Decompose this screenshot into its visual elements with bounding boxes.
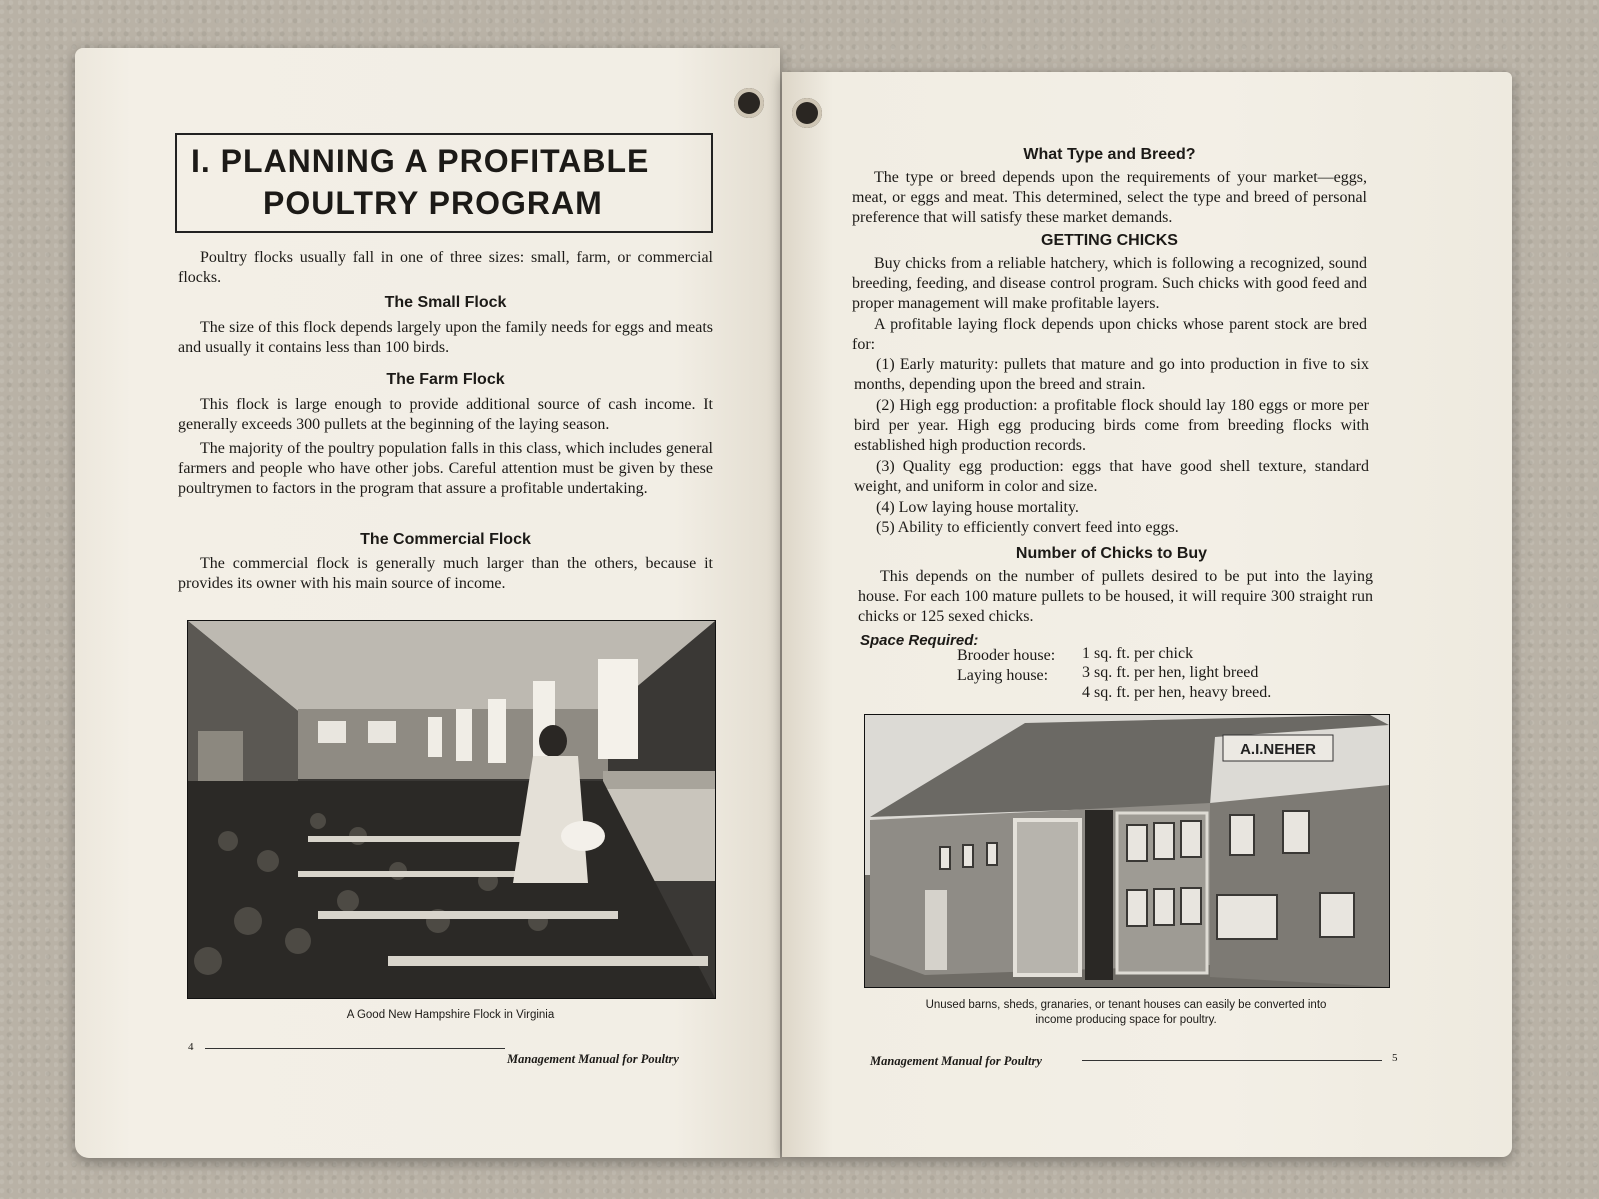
breeding-item-5: (5) Ability to efficiently convert feed into eggs. bbox=[876, 519, 1179, 536]
farm-flock-heading: The Farm Flock bbox=[386, 371, 505, 388]
chapter-title-line-1: I. PLANNING A PROFITABLE bbox=[191, 143, 650, 179]
brooder-value: 1 sq. ft. per chick bbox=[1082, 645, 1194, 662]
barn-photo-caption-line-2: income producing space for poultry. bbox=[1035, 1014, 1217, 1026]
space-required-heading: Space Required: bbox=[860, 632, 979, 649]
brooder-label: Brooder house: bbox=[957, 647, 1056, 664]
right-page-number: 5 bbox=[1392, 1052, 1398, 1064]
number-chicks-text: This depends on the number of pullets desired to be put into the laying house. For each 100 mature pullets to be housed, it will require 300 straight run chicks or 125 sexed chicks. bbox=[858, 568, 1373, 625]
getting-chicks-heading: GETTING CHICKS bbox=[1041, 232, 1178, 249]
left-page bbox=[75, 48, 780, 1158]
getting-chicks-text-1: Buy chicks from a reliable hatchery, which is following a recognized, sound breeding, feeding, and disease control program. Such chicks with good feed and proper management will make profitable layers. bbox=[852, 255, 1367, 312]
type-breed-heading: What Type and Breed? bbox=[1023, 146, 1196, 163]
laying-label: Laying house: bbox=[957, 667, 1049, 684]
intro-paragraph: Poultry flocks usually fall in one of three sizes: small, farm, or commercial flocks. bbox=[178, 249, 713, 286]
left-footer-rule bbox=[205, 1048, 505, 1049]
right-footer-rule bbox=[1082, 1060, 1382, 1061]
chapter-title-box bbox=[175, 133, 713, 233]
farm-flock-text-2: The majority of the poultry population falls in this class, which includes general farmers and people who have other jobs. Careful attention must be given by these poultrymen to factors in the program that assure a profitable undertaking. bbox=[178, 440, 713, 497]
commercial-flock-heading: The Commercial Flock bbox=[360, 531, 531, 548]
barn-photo-caption-line-1: Unused barns, sheds, granaries, or tenant houses can easily be converted into bbox=[925, 999, 1327, 1011]
breeding-item-1: (1) Early maturity: pullets that mature and go into production in five to six months, depending upon the breed and strain. bbox=[854, 356, 1369, 393]
binder-hole-left bbox=[734, 88, 764, 118]
breeding-item-4: (4) Low laying house mortality. bbox=[876, 499, 1079, 516]
flock-photo-caption: A Good New Hampshire Flock in Virginia bbox=[346, 1009, 555, 1021]
barn-sign-text: A.I.NEHER bbox=[1240, 741, 1316, 758]
barn-photo-image bbox=[865, 715, 1389, 987]
type-breed-text: The type or breed depends upon the requirements of your market—eggs, meat, or eggs and meat. This determined, select the type and breed of personal preference that will satisfy these market demands. bbox=[852, 169, 1367, 226]
small-flock-text: The size of this flock depends largely upon the family needs for eggs and meats and usually it contains less than 100 birds. bbox=[178, 319, 713, 356]
right-footer: Management Manual for Poultry bbox=[870, 1054, 1042, 1068]
laying-value-2: 4 sq. ft. per hen, heavy breed. bbox=[1082, 684, 1272, 701]
small-flock-heading: The Small Flock bbox=[384, 294, 507, 311]
flock-photo bbox=[187, 620, 716, 999]
laying-value-1: 3 sq. ft. per hen, light breed bbox=[1082, 664, 1259, 681]
farm-flock-text-1: This flock is large enough to provide additional source of cash income. It generally exceeds 300 pullets at the beginning of the laying season. bbox=[178, 396, 713, 433]
number-chicks-heading: Number of Chicks to Buy bbox=[1015, 545, 1208, 562]
getting-chicks-text-2: A profitable laying flock depends upon chicks whose parent stock are bred for: bbox=[852, 316, 1367, 353]
right-page bbox=[782, 72, 1512, 1157]
left-footer: Management Manual for Poultry bbox=[507, 1052, 679, 1066]
binder-hole-right bbox=[792, 98, 822, 128]
flock-photo-image bbox=[188, 621, 715, 998]
barn-photo bbox=[864, 714, 1390, 988]
chapter-title-line-2: POULTRY PROGRAM bbox=[263, 185, 603, 221]
breeding-item-3: (3) Quality egg production: eggs that have good shell texture, standard weight, and uniform in color and size. bbox=[854, 458, 1369, 495]
left-page-number: 4 bbox=[188, 1041, 194, 1053]
breeding-item-2: (2) High egg production: a profitable flock should lay 180 eggs or more per bird per year. High egg producing birds come from breeding flocks with established high production records. bbox=[854, 397, 1369, 454]
commercial-flock-text: The commercial flock is generally much larger than the others, because it provides its owner with his main source of income. bbox=[178, 555, 713, 592]
